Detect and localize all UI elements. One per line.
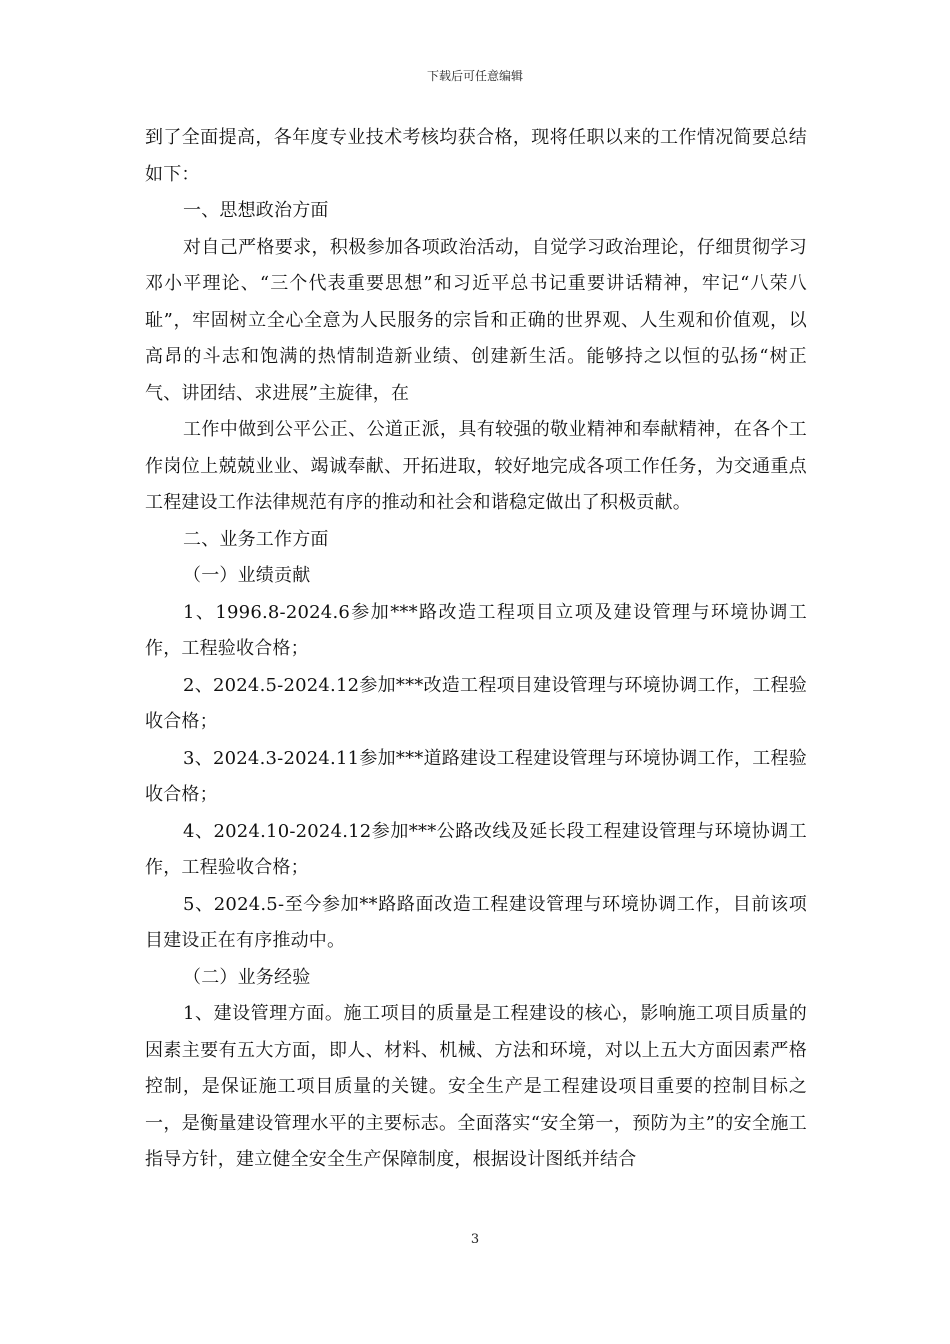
list-item-project-4: 4、2024.10-2024.12参加***公路改线及延长段工程建设管理与环境协调工作，工程验收合格； — [145, 820, 807, 878]
paragraph-political: 对自己严格要求，积极参加各项政治活动，自觉学习政治理论，仔细贯彻学习邓小平理论、“三个代表重要思想”和习近平总书记重要讲话精神，牢记“八荣八耻”，牢固树立全心全意为人民服务的宗旨和正确的世界观、人生观和价值观，以高昂的斗志和饱满的热情制造新业绩、创建新生活。能够持之以恒的弘扬“树正气、讲团结、求进展”主旋律，在 — [145, 236, 807, 404]
paragraph-work-attitude: 工作中做到公平公正、公道正派，具有较强的敬业精神和奉献精神，在各个工作岗位上兢兢业业、竭诚奉献、开拓进取，较好地完成各项工作任务，为交通重点工程建设工作法律规范有序的推动和社会和谐稳定做出了积极贡献。 — [145, 419, 807, 513]
section-heading-political: 一、思想政治方面 — [183, 200, 329, 221]
section-heading-business: 二、业务工作方面 — [183, 528, 329, 550]
page-number: 3 — [470, 1232, 480, 1247]
list-item-project-2: 2、2024.5-2024.12参加***改造工程项目建设管理与环境协调工作，工程验收合格； — [145, 674, 807, 732]
paragraph-construction-management: 1、建设管理方面。施工项目的质量是工程建设的核心，影响施工项目质量的因素主要有五大方面，即人、材料、机械、方法和环境，对以上五大方面因素严格控制，是保证施工项目质量的关键。安全生产是工程建设项目重要的控制目标之一，是衡量建设管理水平的主要标志。全面落实“安全第一，预防为主”的安全施工指导方针，建立健全安全生产保障制度，根据设计图纸并结合 — [145, 1003, 807, 1170]
list-item-project-5: 5、2024.5-至今参加**路路面改造工程建设管理与环境协调工作，目前该项目建设正在有序推动中。 — [145, 893, 807, 951]
paragraph-intro-continuation: 到了全面提高，各年度专业技术考核均获合格，现将任职以来的工作情况简要总结如下： — [145, 127, 807, 185]
page-header: 下载后可任意编辑 — [426, 69, 523, 83]
subsection-heading-experience: （二）业务经验 — [183, 966, 311, 988]
subsection-heading-achievements: （一）业绩贡献 — [183, 565, 311, 586]
document-body — [145, 120, 807, 1179]
list-item-project-3: 3、2024.3-2024.11参加***道路建设工程建设管理与环境协调工作，工程验收合格； — [145, 747, 807, 805]
list-item-project-1: 1、1996.8-2024.6参加***路改造工程项目立项及建设管理与环境协调工作，工程验收合格； — [145, 601, 807, 659]
